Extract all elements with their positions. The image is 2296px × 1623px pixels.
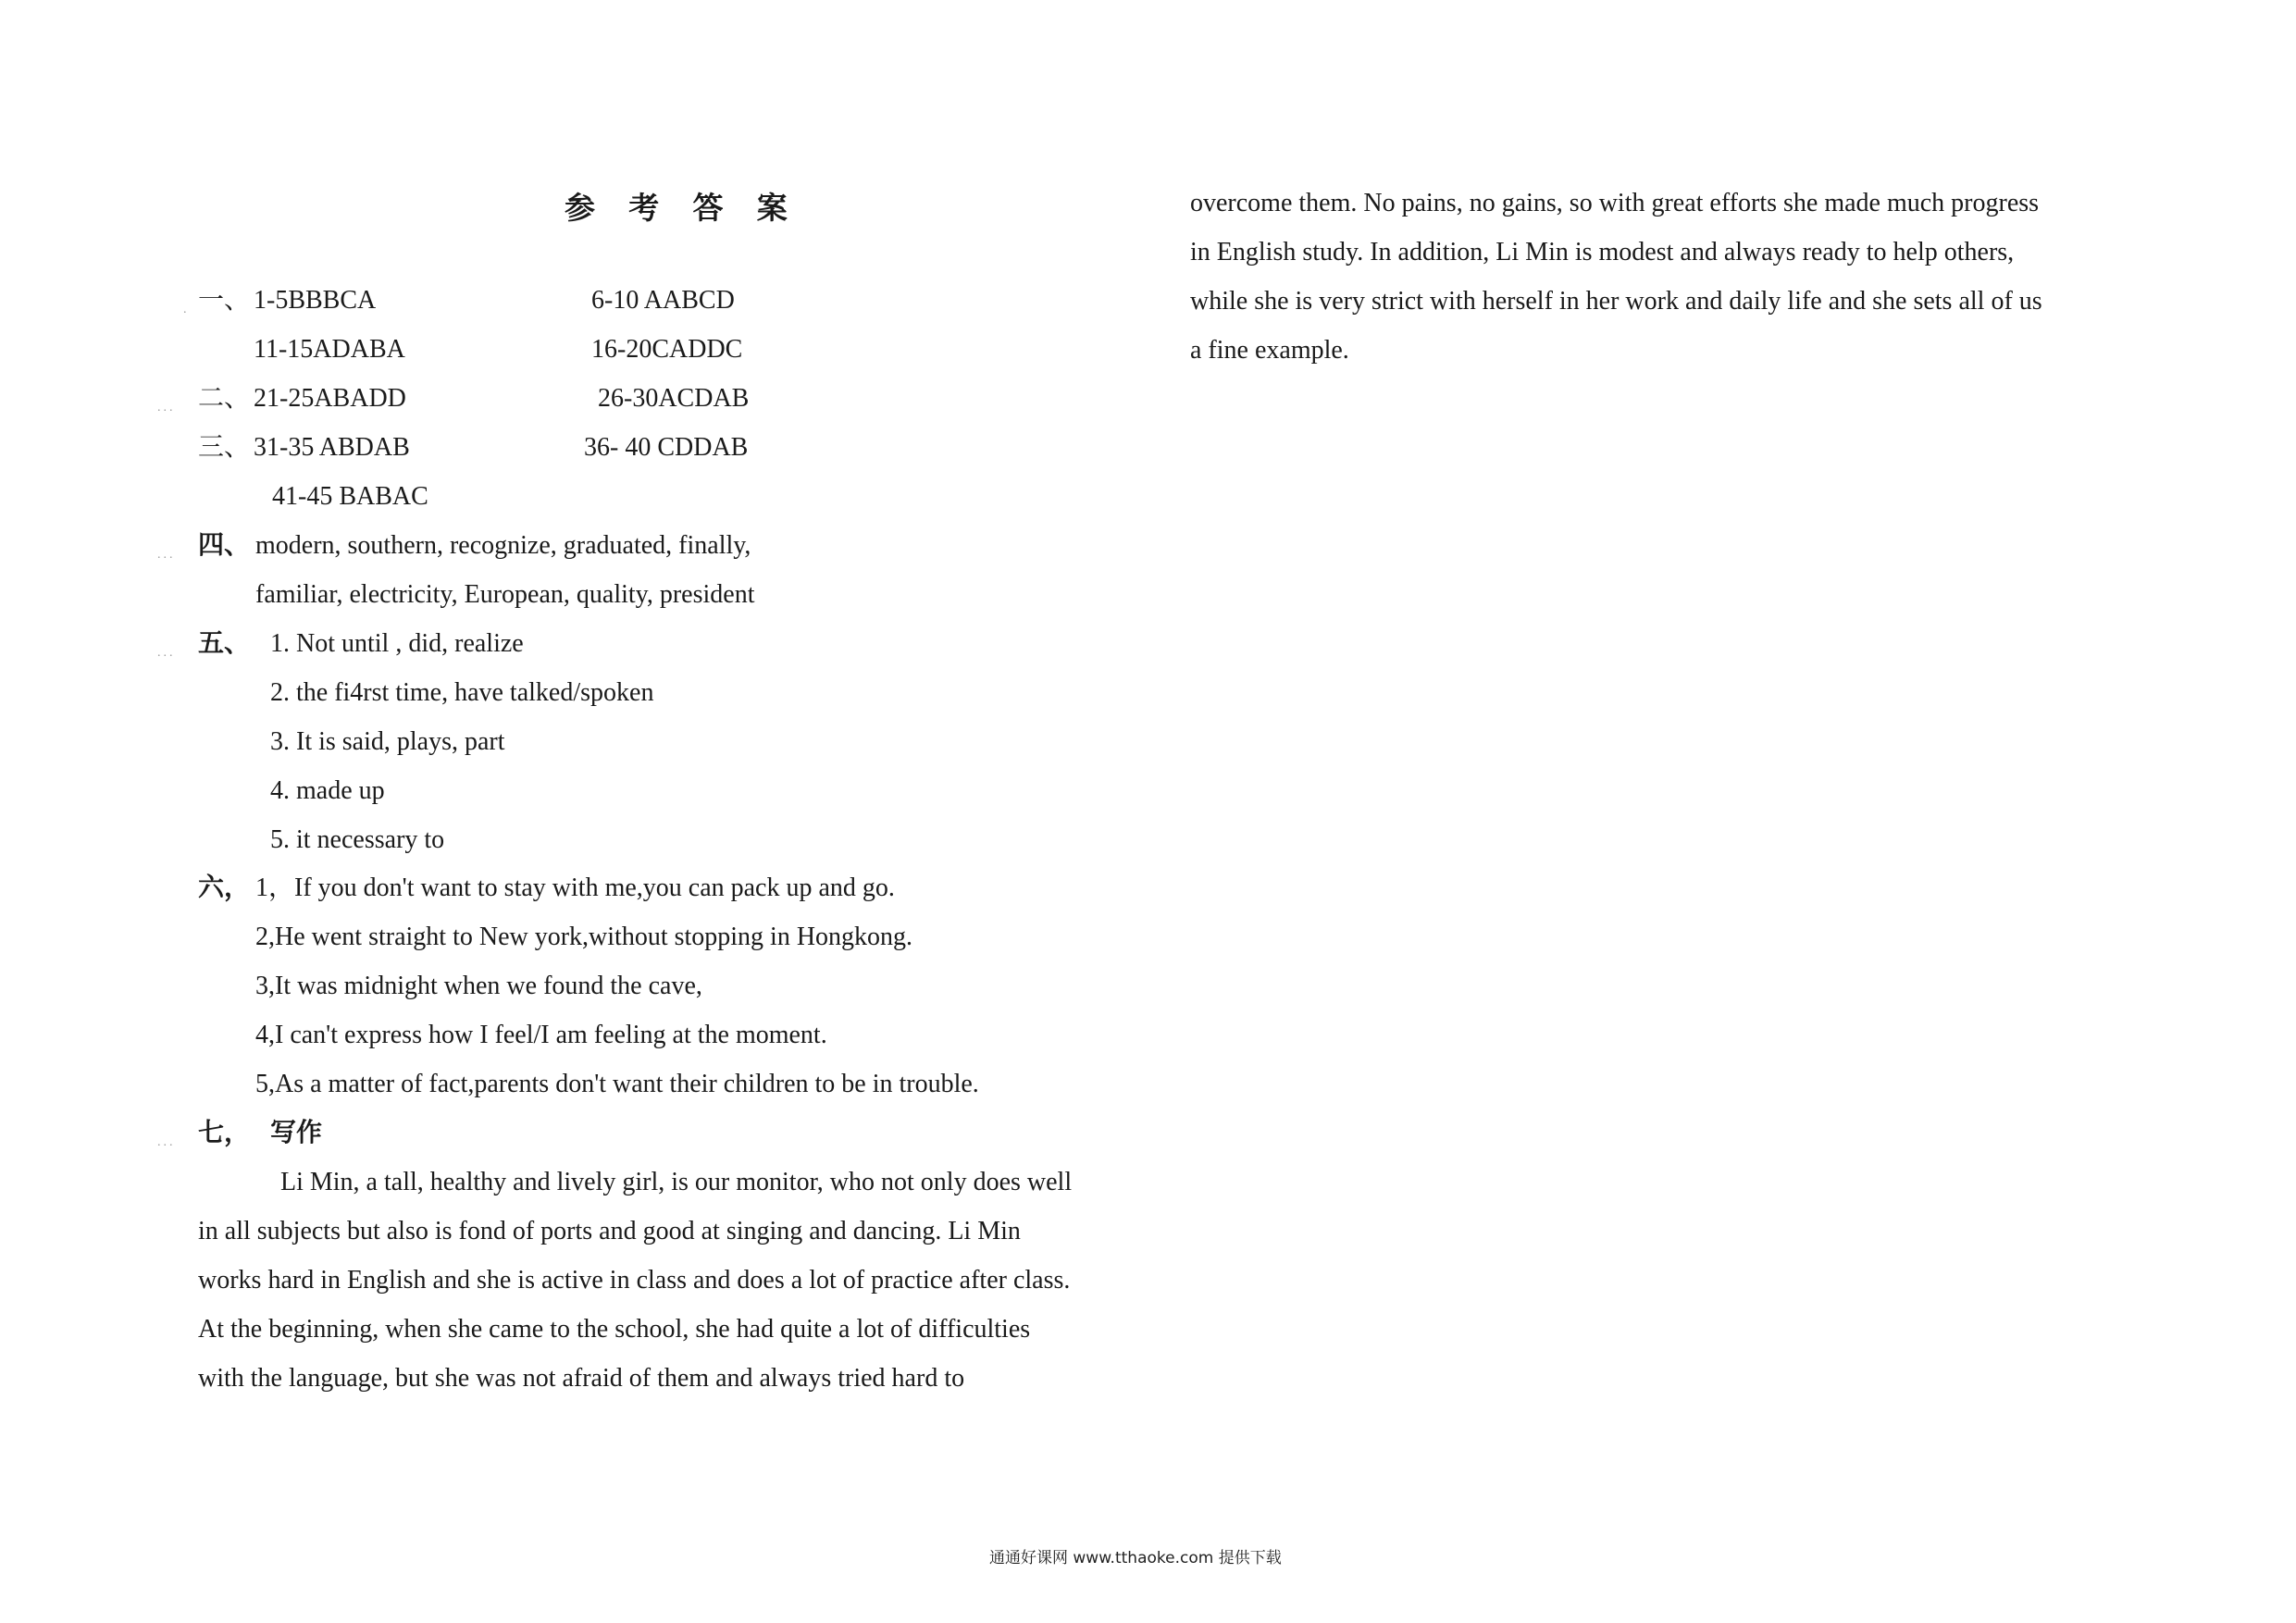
answer-line: 5,As a matter of fact,parents don't want their children to be in trouble. [255, 1070, 979, 1098]
margin-dots: ... [157, 1135, 176, 1149]
margin-dots: ... [157, 548, 176, 562]
answer-line: 4. made up [270, 776, 385, 805]
essay-line: in all subjects but also is fond of ports and good at singing and dancing. Li Min [198, 1217, 1021, 1245]
essay-line: works hard in English and she is active in class and does a lot of practice after class. [198, 1266, 1071, 1295]
answer-line: 3. It is said, plays, part [270, 727, 505, 756]
page-title: 参 考 答 案 [565, 192, 800, 226]
answer-line: familiar, electricity, European, quality, president [255, 580, 755, 609]
writing-heading: 写作 [270, 1119, 323, 1147]
margin-dots: ... [157, 646, 176, 660]
answer-line: 1. Not until , did, realize [270, 629, 524, 658]
answer-group: 31-35 ABDAB [254, 433, 410, 462]
essay-line: overcome them. No pains, no gains, so with great efforts she made much progress [1190, 189, 2040, 217]
answer-line: 5. it necessary to [270, 825, 445, 854]
answer-line: 2,He went straight to New york,without stopping in Hongkong. [255, 923, 913, 951]
answer-group: 1-5BBBCA [254, 286, 377, 315]
answer-group: 26-30ACDAB [598, 384, 750, 413]
section-2-marker: 二、 [198, 384, 251, 413]
answer-group: 16-20CADDC [591, 335, 743, 364]
section-6-marker: 六， [198, 873, 251, 902]
essay-line: while she is very strict with herself in her work and daily life and she sets all of us [1190, 287, 2042, 316]
section-3-marker: 三、 [198, 433, 251, 462]
answer-group: 6-10 AABCD [591, 286, 735, 315]
footer-credit: 通通好课网 www.tthaoke.com 提供下载 [989, 1549, 1282, 1567]
essay-line: with the language, but she was not afraid of them and always tried hard to [198, 1364, 965, 1393]
essay-line: in English study. In addition, Li Min is modest and always ready to help others, [1190, 238, 2015, 266]
answer-group: 41-45 BABAC [272, 482, 428, 511]
answer-line: 3,It was midnight when we found the cave, [255, 972, 702, 1000]
answer-group: 21-25ABADD [254, 384, 406, 413]
section-5-marker: 五、 [198, 629, 251, 658]
essay-line: At the beginning, when she came to the school, she had quite a lot of difficulties [198, 1315, 1031, 1344]
answer-line: modern, southern, recognize, graduated, finally, [255, 531, 751, 560]
margin-dots: . [183, 303, 190, 316]
essay-line: Li Min, a tall, healthy and lively girl, is our monitor, who not only does well [280, 1168, 1073, 1196]
section-7-marker: 七， [198, 1119, 251, 1147]
answer-line: 1，If you don't want to stay with me,you can pack up and go. [255, 873, 895, 902]
section-4-marker: 四、 [198, 531, 251, 560]
answer-group: 36- 40 CDDAB [584, 433, 749, 462]
section-1-marker: 一、 [198, 286, 251, 315]
answer-group: 11-15ADABA [254, 335, 405, 364]
answer-line: 4,I can't express how I feel/I am feeling at the moment. [255, 1021, 827, 1049]
answer-line: 2. the fi4rst time, have talked/spoken [270, 678, 654, 707]
margin-dots: ... [157, 401, 176, 415]
essay-line: a fine example. [1190, 336, 1349, 365]
